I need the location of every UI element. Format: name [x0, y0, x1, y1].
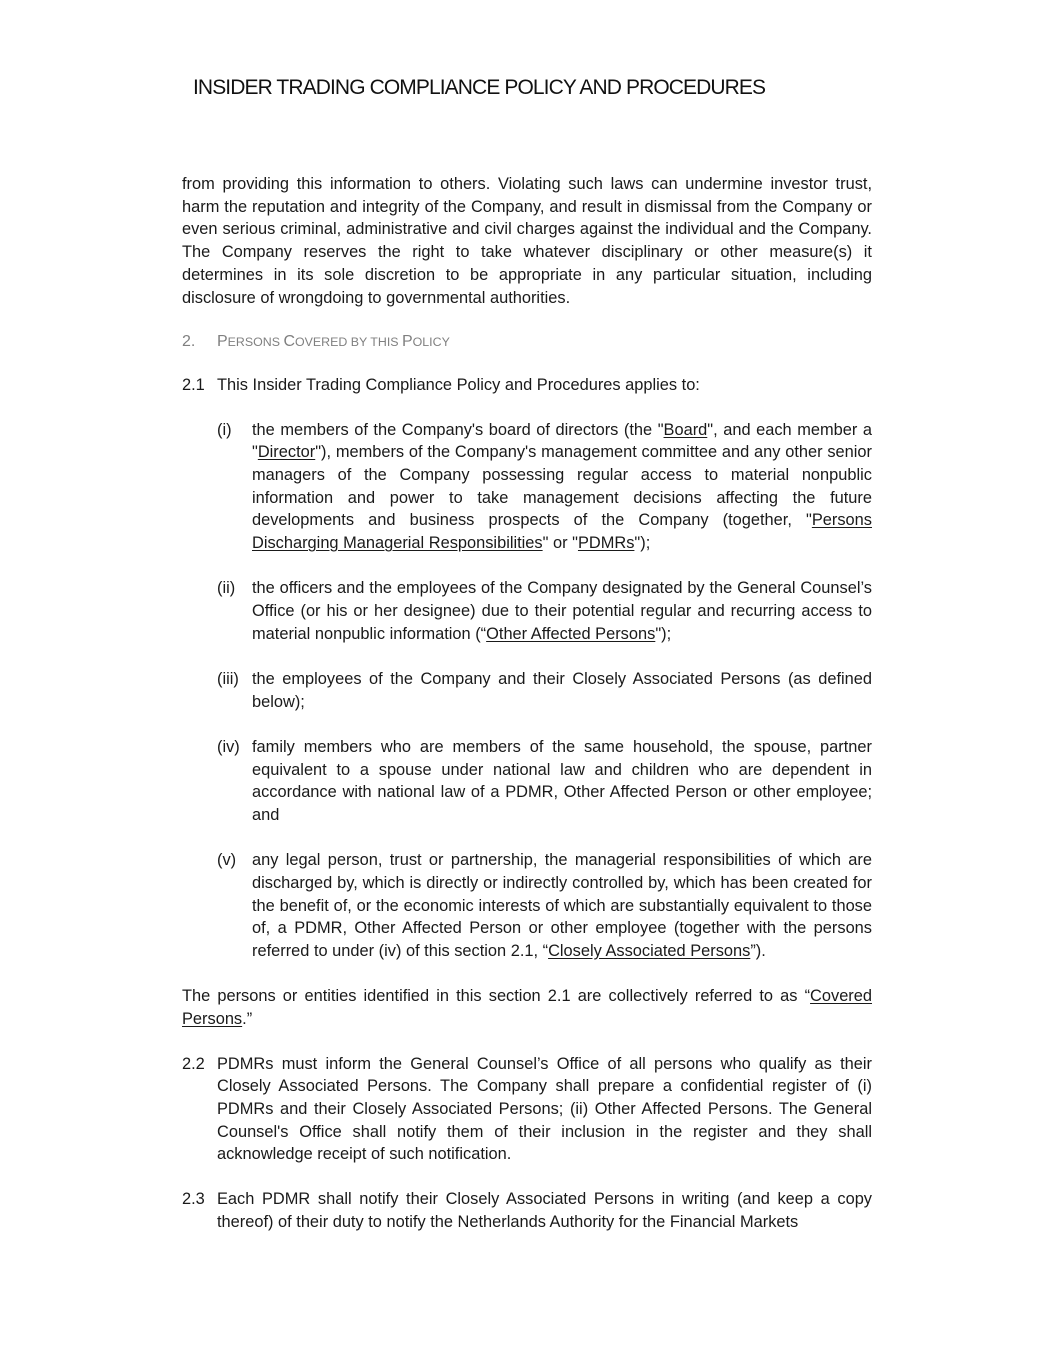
heading-part: ERSONS [227, 335, 284, 350]
item-marker: (i) [217, 420, 232, 439]
clause-number: 2.2 [182, 1054, 205, 1073]
defined-term-covered-persons: Covered Persons [182, 987, 872, 1028]
list-item [217, 736, 872, 827]
heading-part: OVERED BY THIS [295, 335, 402, 350]
section-number: 2. [182, 333, 196, 351]
defined-term-director: Director [257, 443, 316, 462]
clause-2-3 [182, 1188, 872, 1233]
defined-term-closely-associated-persons: Closely Associated Persons [548, 941, 751, 960]
clause-text: PDMRs must inform the General Counsel’s Office of all persons who qualify as their Closely Associated Persons. The Company shall prepare a confidential register of (i) PDMRs and their Closely Associated Persons; (ii) Other Affected Persons. The General Counsel's Office shall notify them of their inclusion in the register and they shall acknowledge receipt of such notification. [217, 1054, 872, 1164]
heading-part: P [217, 333, 228, 351]
clause-number: 2.3 [182, 1190, 205, 1209]
defined-term-board: Board [663, 420, 708, 439]
clause-text: This Insider Trading Compliance Policy and Procedures applies to: [217, 375, 700, 394]
item-text: the officers and the employees of the Company designated by the General Counsel’s Office (or his or her designee) due to their potential regular and recurring access to material nonpublic information (“Other Affected Persons"); [252, 579, 872, 643]
covered-persons-definition: The persons or entities identified in this section 2.1 are collectively referred to as “Covered Persons.” [182, 987, 872, 1028]
list-item [217, 419, 872, 555]
item-text: any legal person, trust or partnership, the managerial responsibilities of which are discharged by, which is directly or indirectly controlled by, which has been created for the benefit of, or the economic interests of which are substantially equivalent to those of, a PDMR, Other Affected Person or other employee (together with the persons referred to under (iv) of this section 2.1, “Closely Associated Persons”). [252, 851, 872, 960]
item-marker: (iv) [217, 737, 240, 756]
defined-term-pdmr-long: Persons Discharging Managerial Responsibilities [252, 511, 872, 553]
clause-number: 2.1 [182, 375, 205, 394]
defined-term-pdmrs: PDMRs [577, 534, 635, 553]
clause-2-2 [182, 1053, 872, 1167]
section-heading [182, 331, 872, 354]
defined-term-other-affected-persons: Other Affected Persons [486, 624, 656, 643]
page-header-title: INSIDER TRADING COMPLIANCE POLICY AND PROCEDURES [193, 76, 766, 99]
clause-2-1 [182, 374, 872, 397]
clause-text: Each PDMR shall notify their Closely Associated Persons in writing (and keep a copy thereof) of their duty to notify the Netherlands Authority for the Financial Markets [217, 1190, 872, 1231]
item-marker: (v) [217, 851, 237, 870]
item-text: the members of the Company's board of directors (the "Board", and each member a "Director"), members of the Company's management committee and any other senior managers of the Company possessing regular access to material nonpublic information and power to take management decisions affecting the future developments and business prospects of the Company (together, "Persons Discharging Managerial Responsibilities" or "PDMRs"); [252, 420, 872, 553]
covered-persons-list [217, 419, 872, 963]
heading-part: OLICY [412, 335, 450, 350]
item-marker: (iii) [217, 669, 239, 688]
list-item [217, 668, 872, 713]
heading-part: C [283, 333, 296, 351]
list-item [217, 849, 872, 963]
document-body [182, 173, 872, 1256]
item-text: family members who are members of the same household, the spouse, partner equivalent to a spouse under national law and children who are dependent in accordance with national law of a PDMR, Other Affected Person or other employee; and [252, 737, 872, 824]
list-item [217, 577, 872, 645]
intro-paragraph: from providing this information to others. Violating such laws can undermine investor trust, harm the reputation and integrity of the Company, and result in dismissal from the Company or even serious criminal, administrative and civil charges against the individual and the Company. The Company reserves the right to take whatever disciplinary or other measure(s) it determines in its sole discretion to be appropriate in any particular situation, including disclosure of wrongdoing to governmental authorities. [182, 175, 872, 307]
heading-part: P [401, 333, 413, 351]
item-text: the employees of the Company and their Closely Associated Persons (as defined below); [252, 669, 872, 711]
item-marker: (ii) [217, 579, 236, 598]
